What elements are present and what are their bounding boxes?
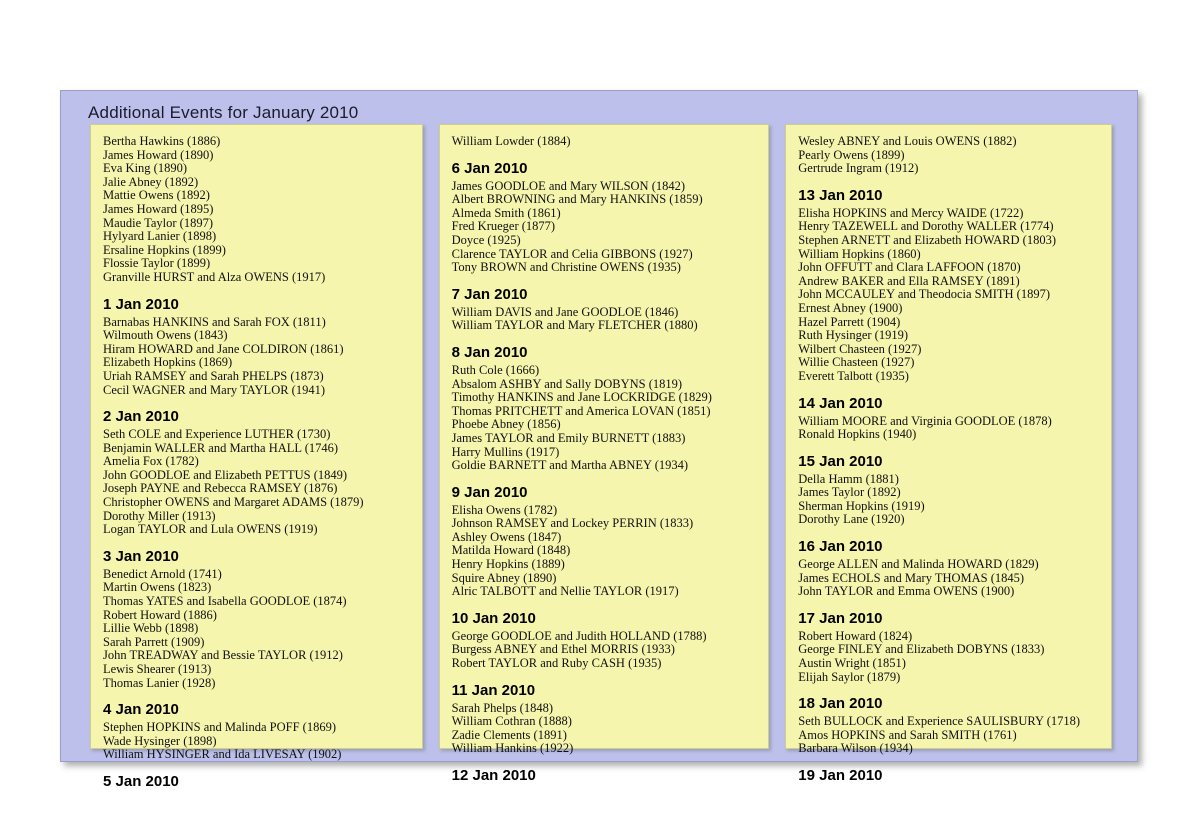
event-entry: Joseph PAYNE and Rebecca RAMSEY (1876) — [103, 481, 338, 496]
event-entry: Almeda Smith (1861) — [451, 205, 561, 220]
day-heading: 19 Jan 2010 — [798, 767, 883, 784]
day-heading: 1 Jan 2010 — [103, 295, 179, 313]
event-entry: Robert Howard (1886) — [103, 607, 217, 622]
event-entry: Robert Howard (1824) — [798, 628, 913, 643]
event-entry: Dorothy Miller (1913) — [103, 508, 216, 523]
event-entry: James ECHOLS and Mary THOMAS (1845) — [798, 570, 1025, 585]
event-entry: Ruth Cole (1666) — [451, 362, 540, 377]
event-entry: Seth BULLOCK and Experience SAULISBURY (1718) — [798, 714, 1081, 729]
event-entry: James Taylor (1892) — [798, 485, 901, 500]
event-entry: Burgess ABNEY and Ethel MORRIS (1933) — [451, 642, 675, 657]
event-entry: Pearly Owens (1899) — [798, 147, 905, 162]
event-entry: Wade Hysinger (1898) — [103, 733, 217, 748]
event-entry: Flossie Taylor (1899) — [103, 256, 211, 271]
event-entry: Lewis Shearer (1913) — [103, 662, 212, 676]
event-entry: Christopher OWENS and Margaret ADAMS (1879) — [103, 495, 364, 510]
event-entry: Absalom ASHBY and Sally DOBYNS (1819) — [451, 376, 683, 391]
event-entry: Johnson RAMSEY and Lockey PERRIN (1833) — [451, 516, 694, 531]
event-entry: John TREADWAY and Bessie TAYLOR (1912) — [103, 648, 343, 663]
event-entry: James Howard (1895) — [103, 201, 214, 216]
day-heading: 2 Jan 2010 — [103, 408, 179, 426]
event-entry: Thomas PRITCHETT and America LOVAN (1851) — [451, 403, 711, 418]
event-entry: Matilda Howard (1848) — [451, 543, 571, 558]
event-entry: William MOORE and Virginia GOODLOE (1878) — [798, 413, 1052, 428]
event-entry: Ruth Hysinger (1919) — [798, 328, 908, 343]
day-heading: 6 Jan 2010 — [451, 159, 528, 177]
day-heading: 9 Jan 2010 — [451, 483, 528, 501]
event-entry: Lillie Webb (1898) — [103, 621, 199, 636]
event-entry: James GOODLOE and Mary WILSON (1842) — [451, 178, 686, 193]
day-heading: 17 Jan 2010 — [798, 609, 883, 627]
event-entry: Ersaline Hopkins (1899) — [103, 242, 226, 257]
day-heading: 8 Jan 2010 — [451, 343, 528, 361]
event-entry: Zadie Clements (1891) — [451, 727, 567, 742]
event-entry: Fred Krueger (1877) — [451, 219, 556, 234]
day-heading: 10 Jan 2010 — [451, 609, 536, 627]
event-entry: William HYSINGER and Ida LIVESAY (1902) — [103, 747, 342, 762]
event-entry: Sarah Parrett (1909) — [103, 634, 205, 649]
event-column-1[interactable] — [90, 124, 423, 790]
additional-events-panel — [60, 90, 1138, 790]
event-entry: Amos HOPKINS and Sarah SMITH (1761) — [798, 727, 1017, 742]
event-entry: Barbara Wilson (1934) — [798, 741, 913, 756]
event-entry: Phoebe Abney (1856) — [451, 417, 561, 432]
event-entry: Ronald Hopkins (1940) — [798, 427, 917, 442]
event-entry: Tony BROWN and Christine OWENS (1935) — [451, 260, 681, 275]
event-entry: Logan TAYLOR and Lula OWENS (1919) — [103, 522, 318, 537]
day-heading: 14 Jan 2010 — [798, 394, 883, 412]
event-entry: Della Hamm (1881) — [798, 471, 899, 486]
event-entry: John OFFUTT and Clara LAFFOON (1870) — [798, 260, 1021, 275]
event-entry: Hylyard Lanier (1898) — [103, 229, 217, 244]
event-entry: Clarence TAYLOR and Celia GIBBONS (1927) — [451, 246, 693, 261]
event-entry: William TAYLOR and Mary FLETCHER (1880) — [451, 318, 698, 333]
day-heading: 13 Jan 2010 — [798, 186, 883, 204]
event-entry: Hiram HOWARD and Jane COLDIRON (1861) — [103, 341, 344, 356]
event-entry: Barnabas HANKINS and Sarah FOX (1811) — [103, 314, 326, 329]
event-entry: Everett Talbott (1935) — [798, 368, 909, 383]
event-entry: Dorothy Lane (1920) — [798, 512, 905, 527]
event-entry: Albert BROWNING and Mary HANKINS (1859) — [451, 192, 703, 207]
event-entry: Gertrude Ingram (1912) — [798, 161, 919, 176]
event-entry: Goldie BARNETT and Martha ABNEY (1934) — [451, 458, 689, 473]
event-entry: Austin Wright (1851) — [798, 656, 906, 671]
event-entry: Benjamin WALLER and Martha HALL (1746) — [103, 440, 339, 455]
event-entry: William Hankins (1922) — [451, 741, 574, 756]
event-entry: Jalie Abney (1892) — [103, 174, 199, 189]
event-entry: Eva King (1890) — [103, 161, 188, 176]
event-entry: Harry Mullins (1917) — [451, 444, 560, 459]
event-entry: James TAYLOR and Emily BURNETT (1883) — [451, 430, 686, 445]
event-entry: William DAVIS and Jane GOODLOE (1846) — [451, 304, 679, 319]
event-entry: John GOODLOE and Elizabeth PETTUS (1849) — [103, 467, 348, 482]
day-heading: 7 Jan 2010 — [451, 285, 528, 303]
event-entry: Maudie Taylor (1897) — [103, 215, 213, 230]
day-heading: 12 Jan 2010 — [451, 767, 536, 784]
event-entry: Timothy HANKINS and Jane LOCKRIDGE (1829) — [451, 390, 712, 405]
event-entry: Henry TAZEWELL and Dorothy WALLER (1774) — [798, 219, 1054, 234]
event-column-3[interactable] — [785, 124, 1112, 784]
day-heading: 3 Jan 2010 — [103, 547, 179, 565]
event-entry: Wesley ABNEY and Louis OWENS (1882) — [798, 134, 1017, 148]
event-entry: Squire Abney (1890) — [451, 570, 557, 585]
event-entry: William Lowder (1884) — [451, 134, 571, 148]
event-entry: Granville HURST and Alza OWENS (1917) — [103, 269, 326, 284]
event-entry: Henry Hopkins (1889) — [451, 557, 565, 572]
event-entry: William Cothran (1888) — [451, 714, 572, 729]
event-entry: Seth COLE and Experience LUTHER (1730) — [103, 427, 331, 442]
event-entry: Elisha HOPKINS and Mercy WAIDE (1722) — [798, 205, 1024, 220]
event-entry: Ashley Owens (1847) — [451, 529, 562, 544]
event-entry: Benedict Arnold (1741) — [103, 566, 222, 581]
event-entry: Alric TALBOTT and Nellie TAYLOR (1917) — [451, 584, 679, 599]
event-entry: John MCCAULEY and Theodocia SMITH (1897) — [798, 287, 1050, 302]
event-entry: Stephen ARNETT and Elizabeth HOWARD (1803) — [798, 232, 1056, 247]
event-entry: George FINLEY and Elizabeth DOBYNS (1833) — [798, 642, 1045, 657]
event-entry: Thomas YATES and Isabella GOODLOE (1874) — [103, 594, 347, 609]
event-entry: Martin Owens (1823) — [103, 580, 212, 595]
event-entry: Doyce (1925) — [451, 232, 521, 247]
event-entry: Andrew BAKER and Ella RAMSEY (1891) — [798, 273, 1020, 288]
event-entry: John TAYLOR and Emma OWENS (1900) — [798, 584, 1015, 599]
event-entry: Mattie Owens (1892) — [103, 188, 210, 203]
event-entry: Bertha Hawkins (1886) — [103, 134, 221, 148]
day-heading: 5 Jan 2010 — [103, 772, 179, 790]
day-heading: 11 Jan 2010 — [451, 681, 536, 699]
event-entry: Wilmouth Owens (1843) — [103, 328, 228, 343]
event-entry: Elizabeth Hopkins (1869) — [103, 355, 233, 370]
event-entry: Thomas Lanier (1928) — [103, 675, 216, 690]
event-entry: Elijah Saylor (1879) — [798, 669, 901, 684]
day-heading: 4 Jan 2010 — [103, 701, 179, 719]
page-title: Additional Events for January 2010 — [88, 103, 359, 122]
event-entry: Uriah RAMSEY and Sarah PHELPS (1873) — [103, 368, 324, 383]
day-heading: 18 Jan 2010 — [798, 695, 883, 713]
event-entry: Sherman Hopkins (1919) — [798, 498, 925, 513]
event-entry: Stephen HOPKINS and Malinda POFF (1869) — [103, 720, 336, 735]
event-column-2[interactable] — [439, 124, 770, 784]
event-entry: Elisha Owens (1782) — [451, 502, 558, 517]
event-entry: Wilbert Chasteen (1927) — [798, 341, 922, 356]
day-heading: 16 Jan 2010 — [798, 538, 883, 556]
event-entry: Amelia Fox (1782) — [103, 454, 199, 469]
event-entry: James Howard (1890) — [103, 147, 214, 162]
event-entry: Willie Chasteen (1927) — [798, 355, 915, 370]
event-entry: George GOODLOE and Judith HOLLAND (1788) — [451, 628, 707, 643]
day-heading: 15 Jan 2010 — [798, 452, 883, 470]
event-entry: Hazel Parrett (1904) — [798, 314, 901, 329]
event-entry: Cecil WAGNER and Mary TAYLOR (1941) — [103, 382, 326, 397]
event-entry: William Hopkins (1860) — [798, 246, 921, 261]
event-entry: Ernest Abney (1900) — [798, 300, 903, 315]
event-entry: Sarah Phelps (1848) — [451, 700, 553, 715]
event-entry: Robert TAYLOR and Ruby CASH (1935) — [451, 656, 662, 671]
event-entry: George ALLEN and Malinda HOWARD (1829) — [798, 557, 1039, 572]
event-columns — [90, 124, 1112, 790]
